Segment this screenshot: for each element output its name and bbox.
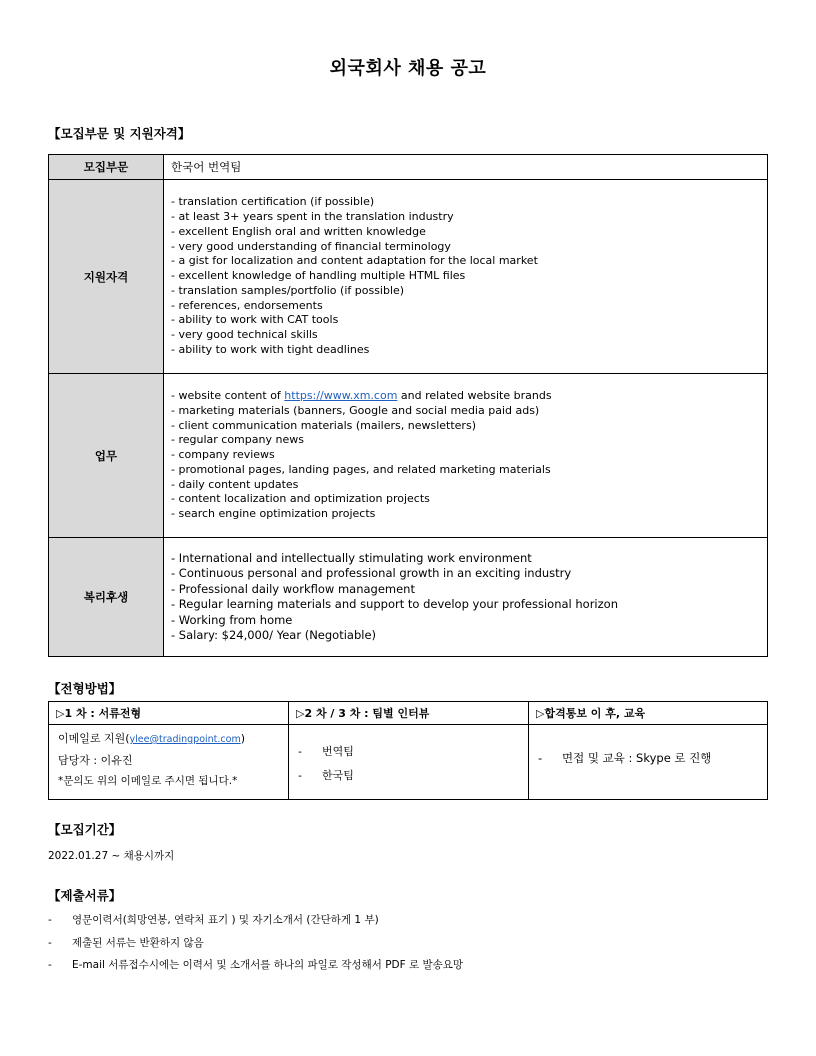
process-step1-header: ▷1 차 : 서류전형 [49,702,289,725]
list-item: - Salary: $24,000/ Year (Negotiable) [171,628,377,642]
duty-label: 업무 [49,374,164,538]
list-item [48,954,463,977]
list-item: - translation samples/portfolio (if possible) [171,283,405,297]
duty-list [171,389,767,522]
benefit-label: 복리후생 [49,538,164,657]
process-step2-cell [289,725,529,800]
dash-marker: - [538,751,543,765]
email-link[interactable]: ylee@tradingpoint.com [129,734,241,745]
list-item: - marketing materials (banners, Google and social media paid ads) [171,403,540,417]
dept-value: 한국어 번역팀 [164,155,768,180]
qualification-label: 지원자격 [49,180,164,374]
page-title: 외국회사 채용 공고 [329,58,487,79]
qualification-cell [164,180,768,374]
list-item: - search engine optimization projects [171,507,376,521]
benefit-list [171,551,767,644]
process-step2-header: ▷2 차 / 3 차 : 팀별 인터뷰 [289,702,529,725]
dash-marker: - [298,769,302,782]
list-item: - content localization and optimization projects [171,492,430,506]
process-section-heading: 【전형방법】 [48,681,122,696]
documents-list [48,909,463,977]
list-item: - International and intellectually stimulating work environment [171,550,532,565]
final-list [530,726,766,770]
list-item [298,764,527,788]
dash-marker: - [48,914,52,926]
list-item: - Regular learning materials and support to develop your professional horizon [171,597,618,611]
list-item: - references, endorsements [171,298,323,312]
dept-label: 모집부문 [49,155,164,180]
dash-marker: - [48,936,52,949]
team-name: 번역팀 [322,745,354,758]
list-item: - promotional pages, landing pages, and related marketing materials [171,462,551,476]
recruit-table [48,154,768,657]
dash-marker: - [48,959,52,971]
list-item: - ability to work with CAT tools [171,313,339,327]
recruit-section-heading: 【모집부문 및 지원자격】 [48,126,191,141]
benefit-cell [164,538,768,657]
period-section-heading: 【모집기간】 [48,822,122,837]
list-item: - ability to work with tight deadlines [171,343,370,357]
list-item [538,746,766,770]
list-item [171,389,767,404]
duty-first-suffix: and related website brands [397,388,552,402]
list-item: - translation certification (if possible) [171,195,375,209]
list-item [48,932,463,955]
xm-website-link[interactable]: https://www.xm.com [284,388,398,402]
document-item: 영문이력서(희망연봉, 연락처 표기 ) 및 자기소개서 (간단하게 1 부) [72,914,379,926]
dash-marker: - [298,745,302,758]
final-step-text: 면접 및 교육 : Skype 로 진행 [562,751,712,765]
document-item: E-mail 서류접수시에는 이력서 및 소개서를 하나의 파일로 작성해서 PDF 로 발송요망 [72,959,464,971]
list-item: - regular company news [171,433,304,447]
email-line [50,726,287,750]
list-item: - a gist for localization and content adaptation for the local market [171,254,538,268]
process-table [48,701,768,800]
period-text: 2022.01.27 ~ 채용시까지 [48,850,175,862]
team-list [290,726,527,788]
email-prefix: 이메일로 지원( [58,732,130,745]
email-suffix: ) [240,732,246,745]
process-step1-cell [49,725,289,800]
list-item: - Professional daily workflow management [171,581,415,596]
list-item: - client communication materials (mailers, newsletters) [171,418,476,432]
list-item: - excellent English oral and written knowledge [171,224,426,238]
list-item: - at least 3+ years spent in the translation industry [171,209,454,223]
qualification-list [171,195,767,358]
list-item: - Continuous personal and professional growth in an exciting industry [171,566,572,580]
duty-first-prefix: - website content of [171,388,285,402]
list-item: - daily content updates [171,477,299,491]
document-item: 제출된 서류는 반환하지 않음 [72,936,204,949]
list-item [48,909,463,932]
contact-person: 담당자 : 이유진 [58,754,133,767]
process-step3-header: ▷합격통보 이 후, 교육 [529,702,768,725]
team-name: 한국팀 [322,769,354,782]
list-item [298,740,527,764]
process-step3-cell [529,725,768,800]
list-item: - very good technical skills [171,328,318,342]
list-item: - very good understanding of financial terminology [171,239,451,253]
inquiry-note: *문의도 위의 이메일로 주시면 됩니다.* [58,775,238,787]
documents-section-heading: 【제출서류】 [48,888,122,903]
list-item: - excellent knowledge of handling multiple HTML files [171,269,466,283]
duty-cell [164,374,768,538]
list-item: - company reviews [171,448,275,462]
list-item: - Working from home [171,612,293,627]
